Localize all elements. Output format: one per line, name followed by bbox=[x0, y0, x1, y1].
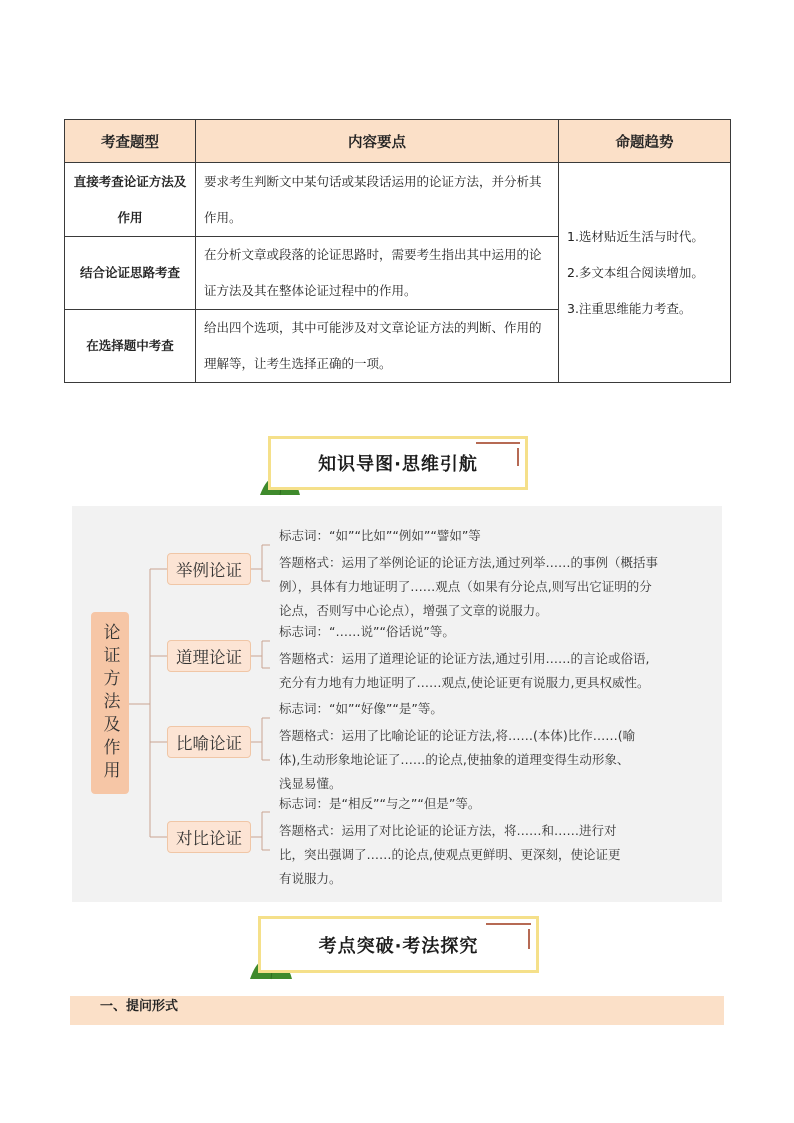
answer-format: 答题格式：运用了比喻论证的论证方法,将……(本体)比作……(喻 体),生动形象地论证了……的论点,使抽象的道理变得生动形象、 浅显易懂。 bbox=[279, 728, 636, 791]
branch-label: 道理论证 bbox=[176, 648, 242, 667]
marker-words: 标志词：“……说”“俗话说”等。 bbox=[279, 624, 455, 639]
branch-detail-example bbox=[279, 524, 658, 623]
branch-node-example bbox=[167, 553, 251, 585]
trend-item: 1.选材贴近生活与时代。 bbox=[567, 228, 704, 244]
branch-label: 对比论证 bbox=[176, 829, 242, 848]
branch-detail-metaphor bbox=[279, 697, 635, 796]
root-label: 论证方法及作用 bbox=[99, 622, 120, 784]
marker-words: 标志词：“如”“好像”“是”等。 bbox=[279, 701, 443, 716]
banner-title: 考点突破·考法探究 bbox=[318, 935, 479, 957]
banner-decoration bbox=[528, 929, 530, 949]
header-exam-type: 考查题型 bbox=[65, 120, 196, 163]
section-heading-bar bbox=[70, 996, 724, 1025]
trend-item: 2.多文本组合阅读增加。 bbox=[567, 264, 704, 280]
branch-node-reasoning bbox=[167, 640, 251, 672]
mind-map-root-node bbox=[91, 612, 129, 794]
banner-decoration bbox=[486, 923, 531, 925]
answer-format: 答题格式：运用了道理论证的论证方法,通过引用……的言论或俗语, 充分有力地有力地证明了……观点,使论证更有说服力,更具权威性。 bbox=[279, 651, 650, 690]
answer-format: 答题格式：运用了举例论证的论证方法,通过列举……的事例（概括事 例），具体有力地证明了……观点（如果有分论点,则写出它证明的分 论点，否则写中心论点），增强了文章的说服力。 bbox=[279, 555, 658, 618]
trend-item: 3.注重思维能力考查。 bbox=[567, 300, 692, 316]
marker-words: 标志词：是“相反”“与之”“但是”等。 bbox=[279, 796, 481, 811]
header-trend: 命题趋势 bbox=[559, 120, 731, 163]
branch-node-contrast bbox=[167, 821, 251, 853]
row-content-cell: 给出四个选项，其中可能涉及对文章论证方法的判断、作用的理解等，让考生选择正确的一项。 bbox=[196, 310, 559, 383]
row-type-cell: 直接考查论证方法及作用 bbox=[65, 163, 196, 237]
row-type-cell: 结合论证思路考查 bbox=[65, 237, 196, 310]
branch-node-metaphor bbox=[167, 726, 251, 758]
branch-detail-contrast bbox=[279, 792, 620, 891]
banner-title: 知识导图·思维引航 bbox=[318, 454, 478, 475]
answer-format: 答题格式：运用了对比论证的论证方法，将……和……进行对 比，突出强调了……的论点,使观点更鲜明、更深刻，使论证更 有说服力。 bbox=[279, 823, 621, 886]
branch-label: 比喻论证 bbox=[176, 734, 242, 753]
row-content-cell: 在分析文章或段落的论证思路时，需要考生指出其中运用的论证方法及其在整体论证过程中的作用。 bbox=[196, 237, 559, 310]
branch-detail-reasoning bbox=[279, 620, 649, 695]
marker-words: 标志词：“如”“比如”“例如”“譬如”等 bbox=[279, 528, 481, 543]
row-content-cell: 要求考生判断文中某句话或某段话运用的论证方法，并分析其作用。 bbox=[196, 163, 559, 237]
header-content-points: 内容要点 bbox=[196, 120, 559, 163]
section-title: 一、提问形式 bbox=[100, 999, 179, 1014]
row-type-cell: 在选择题中考查 bbox=[65, 310, 196, 383]
branch-label: 举例论证 bbox=[176, 561, 242, 580]
